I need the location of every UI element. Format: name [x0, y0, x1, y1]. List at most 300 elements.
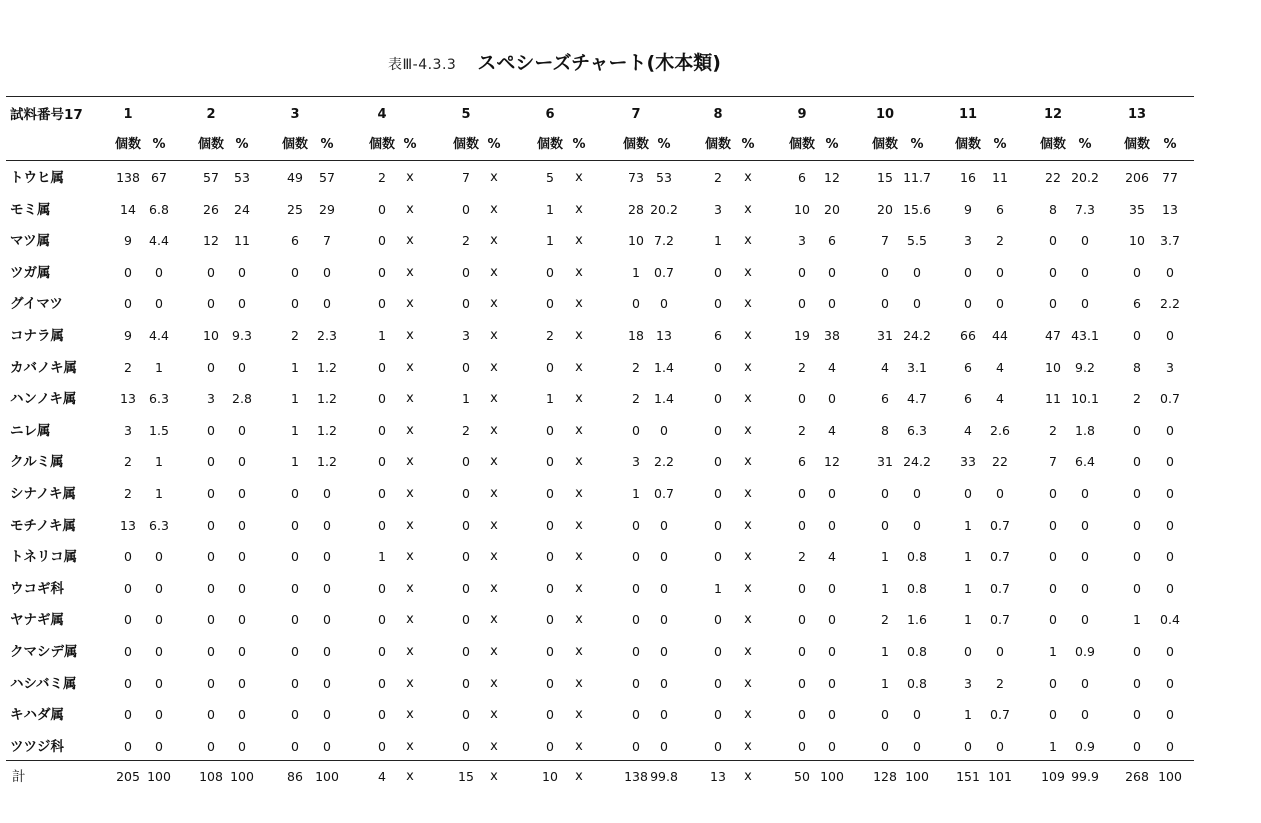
table-cell: 4.4 — [149, 233, 169, 248]
table-cell: x — [744, 518, 752, 533]
table-cell: 0 — [828, 486, 836, 501]
table-cell: 53 — [656, 170, 672, 185]
table-cell: 0 — [124, 581, 132, 596]
table-cell: 0 — [660, 676, 668, 691]
table-cell: 0 — [207, 739, 215, 754]
table-cell: 0 — [291, 518, 299, 533]
table-cell: 6 — [964, 360, 972, 375]
table-cell: 14 — [120, 202, 136, 217]
table-cell: 0 — [996, 296, 1004, 311]
table-cell: 2 — [291, 328, 299, 343]
table-cell: 0 — [124, 549, 132, 564]
taxon-name: キハダ属 — [10, 707, 64, 723]
table-cell: 0 — [632, 549, 640, 564]
table-cell: x — [744, 612, 752, 627]
table-cell: 0 — [881, 265, 889, 280]
table-cell: 0 — [378, 486, 386, 501]
table-cell: x — [490, 328, 498, 343]
table-cell: 4 — [881, 360, 889, 375]
table-cell: x — [575, 739, 583, 754]
table-cell: 0 — [323, 676, 331, 691]
table-cell: 1.2 — [317, 454, 337, 469]
table-cell: 2.8 — [232, 391, 252, 406]
table-cell: 0 — [207, 423, 215, 438]
percent-header: % — [320, 137, 334, 152]
taxon-name: マツ属 — [10, 233, 51, 249]
table-cell: x — [490, 707, 498, 722]
table-cell: 0 — [1049, 581, 1057, 596]
table-cell: 1 — [155, 360, 163, 375]
table-cell: 0 — [1081, 486, 1089, 501]
table-cell: 0 — [913, 296, 921, 311]
table-cell: 3 — [632, 454, 640, 469]
table-cell: 0 — [124, 644, 132, 659]
table-cell: 0 — [632, 707, 640, 722]
table-cell: x — [744, 423, 752, 438]
total-cell: 13 — [710, 769, 726, 784]
table-cell: 0 — [1166, 423, 1174, 438]
percent-header: % — [235, 137, 249, 152]
table-cell: x — [490, 360, 498, 375]
table-cell: 0 — [714, 644, 722, 659]
table-cell: 1.5 — [149, 423, 169, 438]
table-cell: 0 — [546, 265, 554, 280]
table-cell: 12 — [203, 233, 219, 248]
table-cell: 0 — [207, 644, 215, 659]
table-cell: 206 — [1125, 170, 1149, 185]
table-cell: x — [575, 423, 583, 438]
table-cell: 2 — [798, 423, 806, 438]
table-cell: x — [406, 360, 414, 375]
table-cell: 2 — [632, 391, 640, 406]
table-cell: x — [575, 265, 583, 280]
table-cell: 1 — [964, 518, 972, 533]
table-cell: 0 — [660, 423, 668, 438]
table-cell: 5.5 — [907, 233, 927, 248]
table-cell: 0 — [238, 707, 246, 722]
table-cell: 0 — [207, 486, 215, 501]
table-cell: x — [406, 391, 414, 406]
table-cell: 3.7 — [1160, 233, 1180, 248]
table-cell: 1.4 — [654, 391, 674, 406]
table-cell: 4 — [828, 549, 836, 564]
table-cell: 19 — [794, 328, 810, 343]
table-cell: 0 — [155, 612, 163, 627]
table-cell: 0 — [546, 739, 554, 754]
table-cell: 1 — [632, 265, 640, 280]
table-cell: 0 — [714, 296, 722, 311]
table-cell: 8 — [1049, 202, 1057, 217]
table-cell: 57 — [319, 170, 335, 185]
table-cell: x — [744, 328, 752, 343]
table-cell: 10 — [1045, 360, 1061, 375]
table-cell: 0 — [660, 644, 668, 659]
table-cell: 1.6 — [907, 612, 927, 627]
table-cell: 0 — [546, 581, 554, 596]
table-cell: 2 — [996, 233, 1004, 248]
taxon-name: シナノキ属 — [10, 486, 77, 502]
table-cell: 0 — [323, 296, 331, 311]
table-cell: 0 — [291, 707, 299, 722]
sample-number: 12 — [1043, 107, 1063, 122]
table-cell: 0.7 — [990, 549, 1010, 564]
table-cell: 0.8 — [907, 676, 927, 691]
table-cell: 1 — [881, 676, 889, 691]
table-cell: 1 — [1049, 739, 1057, 754]
table-cell: 0 — [1049, 518, 1057, 533]
table-cell: 0 — [291, 581, 299, 596]
table-cell: 0 — [323, 739, 331, 754]
percent-header: % — [1163, 137, 1177, 152]
table-row — [0, 704, 1261, 726]
table-cell: 22 — [1045, 170, 1061, 185]
table-cell: 1.8 — [1075, 423, 1095, 438]
table-cell: 0 — [1081, 518, 1089, 533]
table-cell: 0 — [913, 265, 921, 280]
table-cell: 0 — [207, 676, 215, 691]
taxon-name: モチノキ属 — [10, 518, 77, 534]
count-header: 個数 — [622, 137, 649, 152]
table-cell: 1 — [155, 454, 163, 469]
table-cell: 0 — [964, 265, 972, 280]
table-cell: 7 — [881, 233, 889, 248]
table-cell: 0.7 — [1160, 391, 1180, 406]
table-cell: 9 — [124, 233, 132, 248]
table-cell: 0 — [632, 423, 640, 438]
table-cell: 0 — [1166, 707, 1174, 722]
table-cell: 0 — [714, 265, 722, 280]
table-cell: 0 — [1081, 581, 1089, 596]
table-cell: 2 — [798, 360, 806, 375]
table-cell: 0 — [378, 296, 386, 311]
table-cell: 2 — [714, 170, 722, 185]
table-cell: 16 — [960, 170, 976, 185]
total-cell: 151 — [956, 769, 980, 784]
table-cell: x — [406, 486, 414, 501]
count-header: 個数 — [1039, 137, 1066, 152]
table-cell: 1 — [964, 549, 972, 564]
table-cell: x — [744, 391, 752, 406]
table-cell: x — [575, 549, 583, 564]
table-cell: 0 — [881, 707, 889, 722]
table-row — [0, 293, 1261, 315]
table-cell: 0 — [1133, 423, 1141, 438]
table-cell: 4 — [828, 423, 836, 438]
table-row — [0, 609, 1261, 631]
table-cell: 0 — [155, 581, 163, 596]
table-cell: 1 — [291, 423, 299, 438]
table-cell: 1 — [291, 454, 299, 469]
total-cell: 100 — [147, 769, 171, 784]
table-cell: 0 — [1166, 518, 1174, 533]
total-rule — [6, 760, 1194, 761]
table-cell: 0 — [881, 296, 889, 311]
table-cell: x — [575, 644, 583, 659]
table-cell: x — [406, 644, 414, 659]
sample-number: 2 — [206, 107, 216, 122]
table-number: 表Ⅲ-4.3.3 — [388, 57, 457, 73]
table-cell: 0 — [714, 612, 722, 627]
table-cell: x — [575, 707, 583, 722]
table-cell: 0 — [238, 265, 246, 280]
table-cell: 0 — [798, 391, 806, 406]
table-cell: 0 — [828, 265, 836, 280]
percent-header: % — [993, 137, 1007, 152]
table-cell: 0 — [291, 676, 299, 691]
table-cell: 0 — [828, 296, 836, 311]
table-cell: 18 — [628, 328, 644, 343]
table-cell: 0 — [1133, 518, 1141, 533]
table-cell: 0 — [238, 676, 246, 691]
table-cell: 0 — [462, 707, 470, 722]
table-cell: 0 — [1049, 549, 1057, 564]
sample-number: 9 — [797, 107, 807, 122]
table-cell: 3 — [1166, 360, 1174, 375]
table-cell: 0 — [632, 676, 640, 691]
table-cell: 0 — [378, 265, 386, 280]
table-cell: 0 — [1166, 581, 1174, 596]
table-cell: 0 — [1049, 486, 1057, 501]
table-cell: 0 — [323, 486, 331, 501]
table-cell: 0.7 — [990, 612, 1010, 627]
table-cell: 1 — [964, 612, 972, 627]
table-cell: 6 — [964, 391, 972, 406]
table-cell: 6 — [828, 233, 836, 248]
table-cell: 0.8 — [907, 549, 927, 564]
table-cell: 1 — [1133, 612, 1141, 627]
table-cell: 0 — [1081, 549, 1089, 564]
percent-header: % — [657, 137, 671, 152]
table-cell: 10 — [203, 328, 219, 343]
sample-number: 1 — [123, 107, 133, 122]
table-cell: 1.2 — [317, 423, 337, 438]
top-rule — [6, 96, 1194, 97]
percent-header: % — [741, 137, 755, 152]
total-cell: 100 — [905, 769, 929, 784]
sample-number: 13 — [1127, 107, 1147, 122]
table-cell: 3 — [207, 391, 215, 406]
table-cell: 0 — [291, 644, 299, 659]
table-cell: 0 — [828, 518, 836, 533]
total-cell: 99.9 — [1071, 769, 1099, 784]
table-cell: 11.7 — [903, 170, 931, 185]
table-cell: 0 — [798, 265, 806, 280]
table-cell: 3 — [964, 676, 972, 691]
table-cell: 3 — [462, 328, 470, 343]
table-cell: 0 — [124, 265, 132, 280]
table-cell: 0 — [714, 454, 722, 469]
table-cell: 0 — [462, 739, 470, 754]
table-cell: x — [744, 202, 752, 217]
count-header: 個数 — [536, 137, 563, 152]
table-cell: x — [406, 265, 414, 280]
table-cell: 1 — [1049, 644, 1057, 659]
table-cell: x — [575, 391, 583, 406]
table-cell: 2.2 — [1160, 296, 1180, 311]
table-cell: 0 — [323, 265, 331, 280]
table-row — [0, 483, 1261, 505]
table-cell: x — [575, 170, 583, 185]
table-cell: 1 — [881, 581, 889, 596]
table-cell: x — [744, 549, 752, 564]
header-rule — [6, 160, 1194, 161]
table-cell: 1 — [714, 233, 722, 248]
table-cell: x — [744, 265, 752, 280]
table-cell: x — [490, 202, 498, 217]
table-cell: 0 — [828, 676, 836, 691]
table-cell: 31 — [877, 454, 893, 469]
taxon-name: ツガ属 — [10, 265, 51, 281]
table-cell: 0 — [798, 581, 806, 596]
sample-number: 5 — [461, 107, 471, 122]
table-cell: x — [744, 644, 752, 659]
table-cell: x — [406, 233, 414, 248]
table-cell: 22 — [992, 454, 1008, 469]
table-cell: 9.3 — [232, 328, 252, 343]
table-cell: 0 — [1081, 707, 1089, 722]
table-cell: 2 — [1049, 423, 1057, 438]
table-cell: 7 — [1049, 454, 1057, 469]
table-cell: 11 — [234, 233, 250, 248]
table-cell: 0 — [207, 612, 215, 627]
percent-header: % — [403, 137, 417, 152]
table-cell: 0 — [155, 676, 163, 691]
sample-number: 8 — [713, 107, 723, 122]
table-cell: 6 — [714, 328, 722, 343]
table-cell: x — [744, 454, 752, 469]
percent-header: % — [1078, 137, 1092, 152]
table-cell: 6 — [798, 170, 806, 185]
total-cell: 99.8 — [650, 769, 678, 784]
table-cell: 0 — [207, 296, 215, 311]
table-cell: 4 — [964, 423, 972, 438]
table-cell: 0 — [207, 265, 215, 280]
taxon-name: クマシデ属 — [10, 644, 78, 660]
table-cell: 0 — [913, 707, 921, 722]
table-cell: 6.3 — [149, 518, 169, 533]
taxon-name: トネリコ属 — [10, 549, 78, 565]
table-cell: 4.7 — [907, 391, 927, 406]
table-row — [0, 167, 1261, 189]
table-cell: 0 — [546, 423, 554, 438]
table-cell: 2.3 — [317, 328, 337, 343]
table-cell: 0 — [462, 360, 470, 375]
table-title-text: スペシーズチャート(木本類) — [477, 52, 721, 74]
table-cell: 0 — [828, 739, 836, 754]
table-cell: 0 — [964, 644, 972, 659]
table-cell: 0 — [798, 739, 806, 754]
table-cell: 0 — [323, 707, 331, 722]
table-cell: 0 — [714, 676, 722, 691]
table-cell: 0 — [378, 360, 386, 375]
table-cell: 6.8 — [149, 202, 169, 217]
table-cell: 11 — [992, 170, 1008, 185]
total-cell: 109 — [1041, 769, 1065, 784]
table-cell: 0 — [462, 549, 470, 564]
table-cell: 0 — [1081, 296, 1089, 311]
table-cell: 73 — [628, 170, 644, 185]
count-header: 個数 — [114, 137, 141, 152]
table-cell: 7.3 — [1075, 202, 1095, 217]
total-cell: 100 — [315, 769, 339, 784]
table-cell: x — [406, 296, 414, 311]
table-cell: 0 — [124, 739, 132, 754]
table-cell: 0 — [1133, 454, 1141, 469]
count-header: 個数 — [871, 137, 898, 152]
table-cell: 2 — [996, 676, 1004, 691]
total-cell: 268 — [1125, 769, 1149, 784]
table-cell: 0 — [238, 549, 246, 564]
table-cell: 0 — [996, 739, 1004, 754]
table-cell: 24 — [234, 202, 250, 217]
taxon-name: クルミ属 — [10, 454, 64, 470]
table-cell: 0 — [964, 739, 972, 754]
table-row — [0, 325, 1261, 347]
sample-number: 10 — [875, 107, 895, 122]
table-cell: 0 — [881, 518, 889, 533]
table-cell: 0 — [378, 518, 386, 533]
count-header: 個数 — [452, 137, 479, 152]
table-cell: x — [744, 676, 752, 691]
table-cell: 0 — [378, 423, 386, 438]
sample-number: 6 — [545, 107, 555, 122]
table-row — [0, 578, 1261, 600]
table-cell: 0 — [546, 676, 554, 691]
table-cell: 0 — [291, 549, 299, 564]
table-cell: 0.9 — [1075, 739, 1095, 754]
table-cell: 0 — [207, 707, 215, 722]
table-cell: 0 — [798, 612, 806, 627]
table-cell: 0 — [996, 486, 1004, 501]
table-cell: 0 — [155, 549, 163, 564]
table-row — [0, 515, 1261, 537]
table-cell: 0 — [714, 739, 722, 754]
table-cell: 0 — [1081, 676, 1089, 691]
table-cell: 0 — [546, 707, 554, 722]
table-cell: 0 — [546, 486, 554, 501]
table-cell: 4 — [828, 360, 836, 375]
table-cell: x — [490, 739, 498, 754]
sample-number: 4 — [377, 107, 387, 122]
count-header: 個数 — [281, 137, 308, 152]
table-cell: 4 — [996, 360, 1004, 375]
table-cell: x — [575, 612, 583, 627]
table-cell: 6.4 — [1075, 454, 1095, 469]
table-cell: 0 — [462, 581, 470, 596]
table-cell: 0 — [546, 518, 554, 533]
table-cell: 1.2 — [317, 360, 337, 375]
table-cell: 0 — [546, 454, 554, 469]
table-cell: 0 — [913, 486, 921, 501]
table-cell: x — [406, 612, 414, 627]
table-cell: 0 — [1133, 549, 1141, 564]
table-cell: 2 — [378, 170, 386, 185]
table-cell: 0 — [207, 454, 215, 469]
table-cell: x — [744, 360, 752, 375]
total-cell: 10 — [542, 769, 558, 784]
table-cell: 0 — [714, 707, 722, 722]
sample-number: 3 — [290, 107, 300, 122]
table-cell: 1 — [546, 233, 554, 248]
count-header: 個数 — [788, 137, 815, 152]
table-cell: x — [406, 454, 414, 469]
table-cell: 0 — [238, 486, 246, 501]
table-cell: 57 — [203, 170, 219, 185]
total-cell: 86 — [287, 769, 303, 784]
taxon-name: ツツジ科 — [10, 739, 64, 755]
table-cell: 2 — [124, 454, 132, 469]
table-cell: 10 — [628, 233, 644, 248]
